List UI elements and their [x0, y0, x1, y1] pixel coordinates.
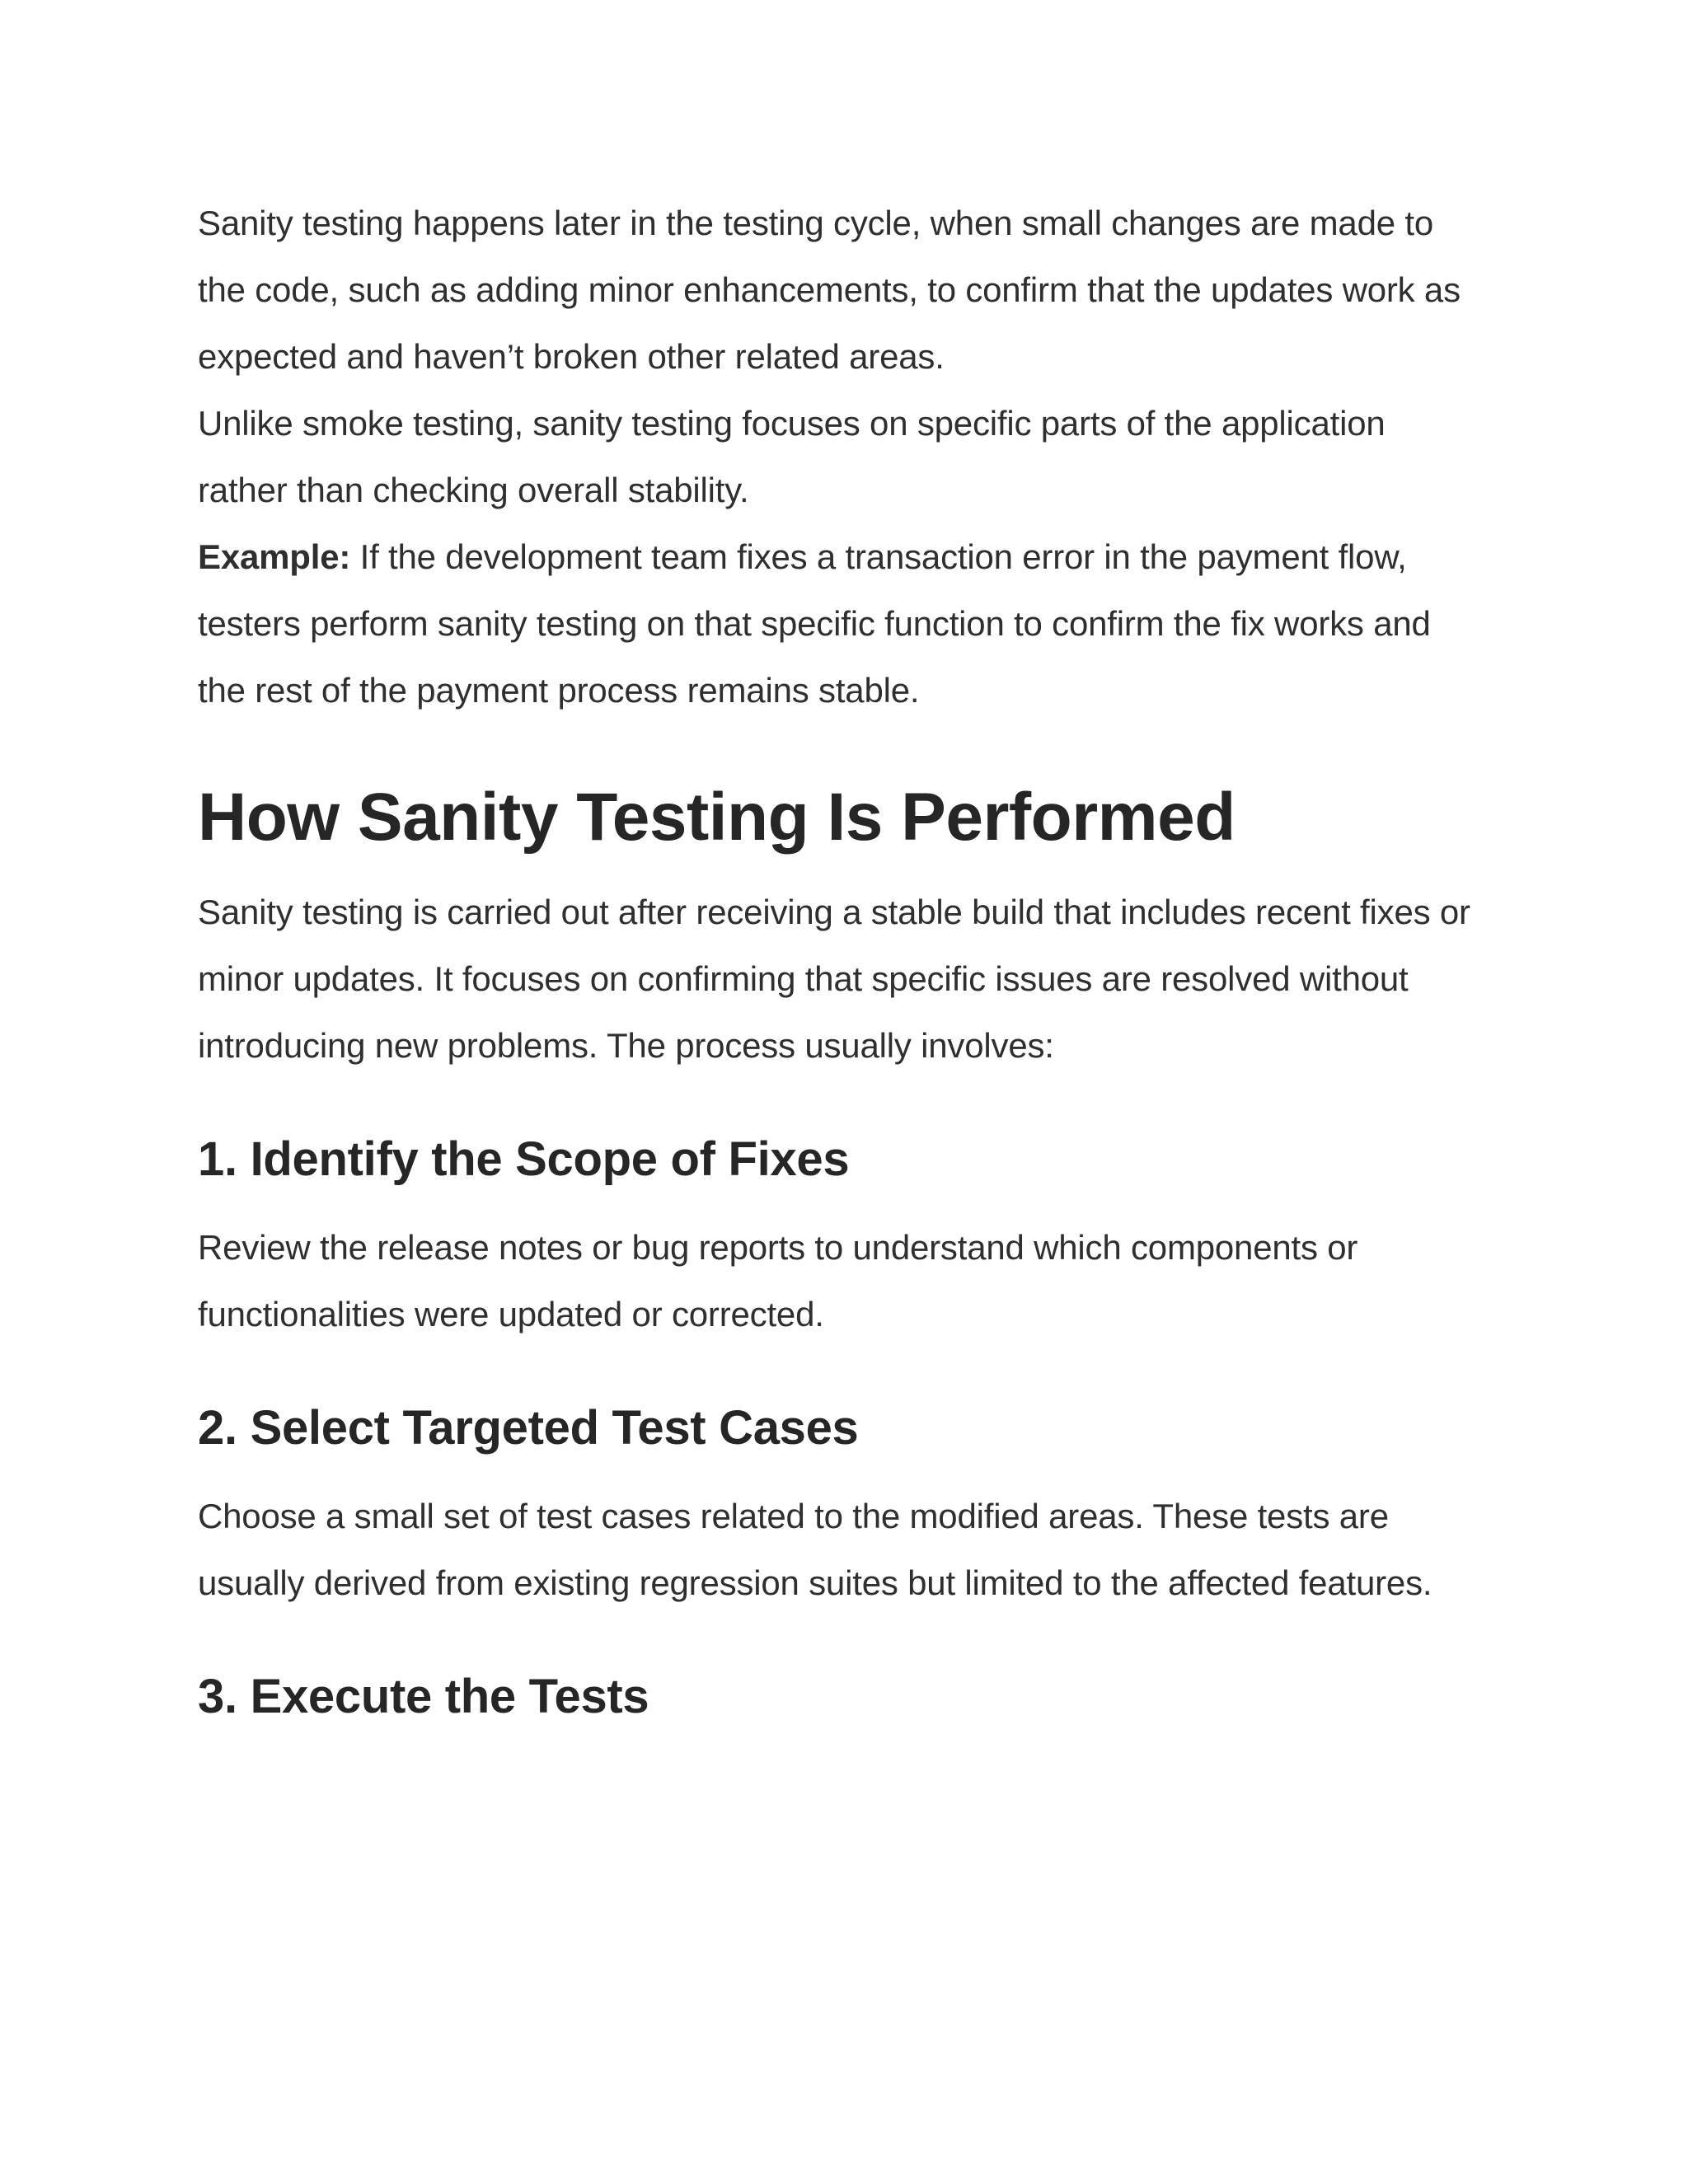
- step-text-2: Choose a small set of test cases related to the modified areas. These tests are usually derived from existing regression suites but limited to the affected features.: [198, 1497, 1432, 1602]
- paragraph-example: [198, 523, 1484, 724]
- example-text: If the development team fixes a transaction error in the payment flow, testers perform sanity testing on that specific function to confirm the fix works and the rest of the payment process remains stable.: [198, 537, 1431, 710]
- step-heading-2: 2. Select Targeted Test Cases: [198, 1401, 859, 1455]
- section-intro: Sanity testing is carried out after receiving a stable build that includes recent fixes or minor updates. It focuses on confirming that specific issues are resolved without introducing new problems. The process usually involves:: [198, 893, 1470, 1065]
- example-label: Example:: [198, 537, 351, 576]
- step-heading-3: 3. Execute the Tests: [198, 1670, 649, 1723]
- document-page: [198, 190, 1484, 1751]
- paragraph-sanity-vs-smoke: Unlike smoke testing, sanity testing focuses on specific parts of the application rather than checking overall stability.: [198, 404, 1386, 509]
- step-heading-1: 1. Identify the Scope of Fixes: [198, 1132, 850, 1186]
- step-text-1: Review the release notes or bug reports to understand which components or functionalities were updated or corrected.: [198, 1228, 1358, 1333]
- paragraph-sanity-timing: Sanity testing happens later in the testing cycle, when small changes are made to the code, such as adding minor enhancements, to confirm that the updates work as expected and haven’t broken other related areas.: [198, 204, 1461, 376]
- section-heading: How Sanity Testing Is Performed: [198, 780, 1236, 855]
